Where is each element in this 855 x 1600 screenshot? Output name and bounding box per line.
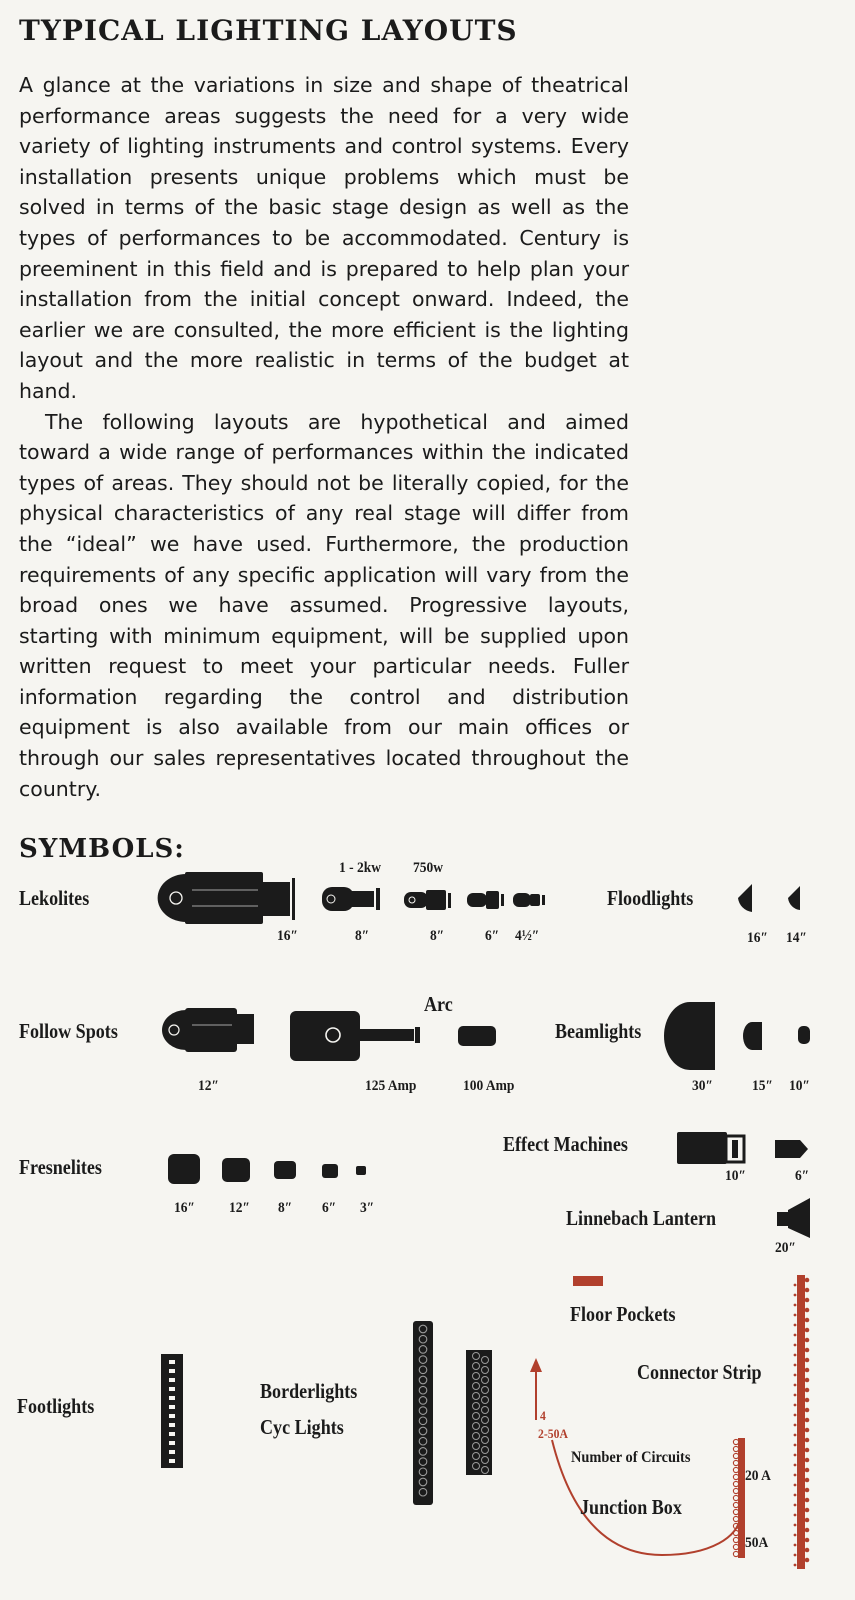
floodlights-label: Floodlights [607, 886, 694, 910]
floodlight-size-2: 14″ [786, 930, 807, 946]
follow-spot-12-icon [162, 1008, 254, 1052]
lekolites-wattage-1: 1 - 2kw [339, 860, 382, 876]
floor-pockets-label: Floor Pockets [570, 1302, 676, 1326]
borderlight-icon [413, 1321, 433, 1505]
effect-machine-size-1: 10″ [725, 1168, 746, 1184]
arc-follow-spot-125-icon [290, 1011, 420, 1061]
page-title: TYPICAL LIGHTING LAYOUTS [19, 14, 518, 47]
beamlight-15-icon [743, 1022, 762, 1050]
fresnelite-size-5: 3″ [360, 1200, 375, 1216]
fresnelite-size-3: 8″ [278, 1200, 293, 1216]
junction-amp-50: 50A [745, 1535, 769, 1551]
footlights-label: Footlights [17, 1394, 95, 1418]
connector-strip-icon [797, 1275, 805, 1569]
effect-machine-10-icon [677, 1132, 744, 1164]
intro-paragraph-1: A glance at the variations in size and shape of theatrical performance areas suggests the need for a very wide variety of lighting instruments and control systems. Every installation presents unique problems which must be solved in terms of the basic stage design as well as the types of performances to be accommodated. Century is preeminent in this field and is prepared to help plan your installation from the initial concept onward. Indeed, the earlier we are consulted, the more efficient is the lighting layout and the more realistic in terms of the budget at hand. [19, 73, 629, 403]
fresnelite-size-4: 6″ [322, 1200, 337, 1216]
junction-circuits-bottom: 2-50A [538, 1426, 568, 1441]
cyc-light-icon [466, 1350, 492, 1475]
follow-spot-size-1: 12″ [198, 1078, 219, 1094]
junction-circuits-top: 4 [540, 1408, 546, 1423]
lekolite-8-750w-icon [404, 890, 451, 910]
effect-machines-label: Effect Machines [503, 1132, 628, 1156]
floodlight-16-icon [738, 884, 752, 912]
floodlight-size-1: 16″ [747, 930, 768, 946]
beamlight-30-icon [664, 1002, 715, 1070]
fresnelite-size-2: 12″ [229, 1200, 250, 1216]
lekolites-wattage-2: 750w [413, 860, 444, 876]
lekolite-size-4: 6″ [485, 928, 500, 944]
junction-amp-20: 20 A [745, 1468, 771, 1484]
linnebach-lantern-icon [777, 1198, 810, 1238]
lekolite-size-2: 8″ [355, 928, 370, 944]
junction-box-label: Junction Box [580, 1495, 682, 1519]
cyc-lights-label: Cyc Lights [260, 1415, 344, 1439]
lekolite-8-2kw-icon [322, 887, 380, 911]
arc-label: Arc [424, 992, 453, 1016]
beamlight-10-icon [798, 1026, 810, 1044]
beamlight-size-1: 30″ [692, 1078, 713, 1094]
floor-pocket-icon [573, 1276, 603, 1286]
number-of-circuits-label: Number of Circuits [571, 1449, 691, 1466]
symbols-heading: SYMBOLS: [19, 834, 185, 864]
fresnelites-label: Fresnelites [19, 1155, 102, 1179]
connector-strip-label: Connector Strip [637, 1360, 762, 1384]
lekolite-size-3: 8″ [430, 928, 445, 944]
lekolite-size-5: 4½″ [515, 928, 540, 944]
beamlights-label: Beamlights [555, 1019, 642, 1043]
linnebach-label: Linnebach Lantern [566, 1206, 717, 1230]
follow-spot-size-2: 125 Amp [365, 1078, 417, 1094]
fresnelite-icons [168, 1154, 366, 1184]
beamlight-size-2: 15″ [752, 1078, 773, 1094]
lekolite-6-icon [467, 891, 504, 909]
follow-spot-100-icon [458, 1026, 496, 1046]
footlight-icon [161, 1354, 183, 1468]
floodlight-14-icon [788, 886, 800, 910]
borderlights-label: Borderlights [260, 1379, 358, 1403]
beamlight-size-3: 10″ [789, 1078, 810, 1094]
lekolite-16-icon [158, 872, 295, 924]
follow-spot-size-3: 100 Amp [463, 1078, 515, 1094]
lekolite-4-5-icon [513, 893, 545, 907]
lekolites-label: Lekolites [19, 886, 90, 910]
linnebach-size: 20″ [775, 1240, 796, 1256]
fresnelite-size-1: 16″ [174, 1200, 195, 1216]
intro-paragraph-2: The following layouts are hypothetical and aimed toward a wide range of performances within the indicated types of areas. They should not be literally copied, for the physical characteristics of any real stage will differ from the “ideal” we have used. Furthermore, the production requirements of any specific application will vary from the broad ones we have assumed. Progressive layouts, starting with minimum equipment, will be supplied upon written request to meet your particular needs. Fuller information regarding the control and distribution equipment is also available from our main offices or through our sales representatives located throughout the country. [19, 409, 629, 801]
lekolite-size-1: 16″ [277, 928, 298, 944]
effect-machine-size-2: 6″ [795, 1168, 810, 1184]
effect-machine-6-icon [775, 1140, 808, 1158]
follow-spots-label: Follow Spots [19, 1019, 118, 1043]
